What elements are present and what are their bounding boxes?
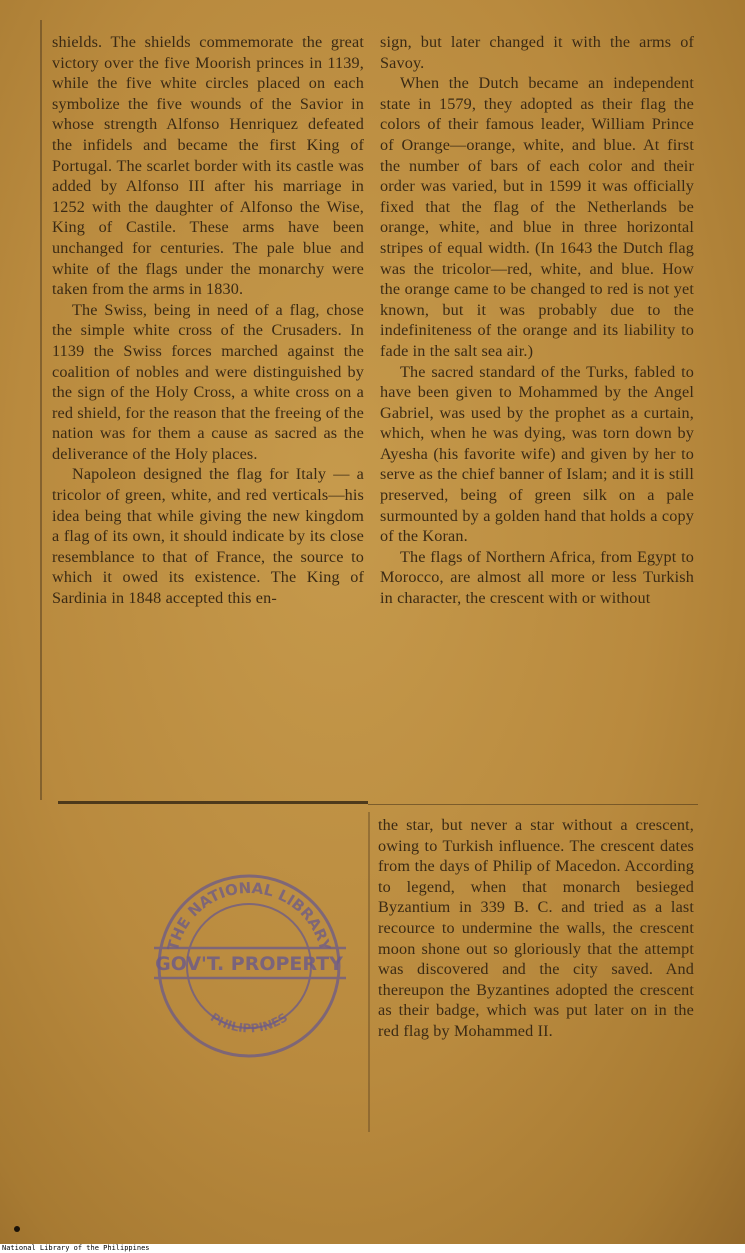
right-paragraph-3: The sacred standard of the Turks, fabled to have been given to Mohammed by the Angel Gabriel, was used by the prophet as a curtain, which, when he was dying, was torn down by Ayesha (his favorite wife) and given by her to serve as the chief banner of Islam; and it is still preserved, being of green silk on a pale surmounted by a golden hand that holds a copy of the Koran. [380, 362, 694, 546]
bottom-text-column [378, 815, 694, 1042]
svg-text:THE NATIONAL LIBRARY [164, 879, 335, 954]
left-paragraph-2: The Swiss, being in need of a flag, chose the simple white cross of the Crusaders. In 1139 the Swiss forces marched against the coalition of nobles and were distinguished by the sign of the Holy Cross, a white cross on a red shield, for the reason that the freeing of the nation was for them a cause as sacred as the deliverance of the Holy places. [52, 300, 364, 463]
right-paragraph-2: When the Dutch became an independent state in 1579, they adopted as their flag the colors of their famous leader, William Prince of Orange—orange, white, and blue. At first the number of bars of each color and their order was varied, but in 1599 it was officially fixed that the flag of the Netherlands be orange, white, and blue in three horizontal stripes of equal width. (In 1643 the Dutch flag was the tricolor—red, white, and blue. How the orange came to be changed to red is not yet known, but it was probably due to the indefiniteness of the orange and its liability to fade in the salt sea air.) [380, 74, 694, 360]
library-stamp-icon [146, 866, 352, 1066]
left-text-column [52, 32, 364, 609]
right-text-column [380, 32, 694, 609]
bottom-paragraph-1: the star, but never a star without a crescent, owing to Turkish influence. The crescent dates from the days of Philip of Macedon. According to legend, when that monarch besieged Byzantium in 339 B. C. and tried as a last recource to undermine the walls, the crescent moon shone out so gloriously that the attempt was discovered and the city saved. And thereupon the Byzantines adopted the crescent as their badge, which was put later on in the red flag by Mohammed II. [378, 816, 694, 1040]
left-paragraph-1: shields. The shields commemorate the great victory over the five Moorish princes in 1139, while the five white circles placed on each symbolize the five wounds of the Savior in whose strength Alfonso Henriquez defeated the infidels and became the first King of Portugal. The scarlet border with its castle was added by Alfonso III after his marriage in 1252 with the daughter of Alfonso the Wise, King of Castile. These arms have been unchanged for centuries. The pale blue and white of the flags under the monarchy were taken from the arms in 1830. [52, 33, 364, 299]
svg-text:PHILIPPINES [208, 1010, 290, 1035]
stamp-bottom-text: PHILIPPINES [207, 1010, 291, 1036]
ink-spot [14, 1226, 20, 1232]
stamp-band-text: GOV'T. PROPERTY [155, 953, 343, 975]
left-margin-rule [40, 20, 42, 800]
section-divider-rule-faint [368, 804, 698, 805]
bottom-column-rule [368, 812, 370, 1132]
footer-credit: National Library of the Philippines [0, 1244, 745, 1253]
left-paragraph-3: Napoleon designed the flag for Italy — a tricolor of green, white, and red verticals—his idea being that while giving the new kingdom a flag of its own, it should indicate by its close resemblance to that of France, the source to which it owed its existence. The King of Sardinia in 1848 accepted this en- [52, 465, 364, 608]
right-paragraph-4: The flags of Northern Africa, from Egypt to Morocco, are almost all more or less Turkish in character, the crescent with or without [380, 547, 694, 608]
section-divider-rule [58, 801, 368, 804]
right-paragraph-1: sign, but later changed it with the arms of Savoy. [380, 33, 694, 72]
stamp-top-text: THE NATIONAL LIBRARY [163, 878, 335, 953]
